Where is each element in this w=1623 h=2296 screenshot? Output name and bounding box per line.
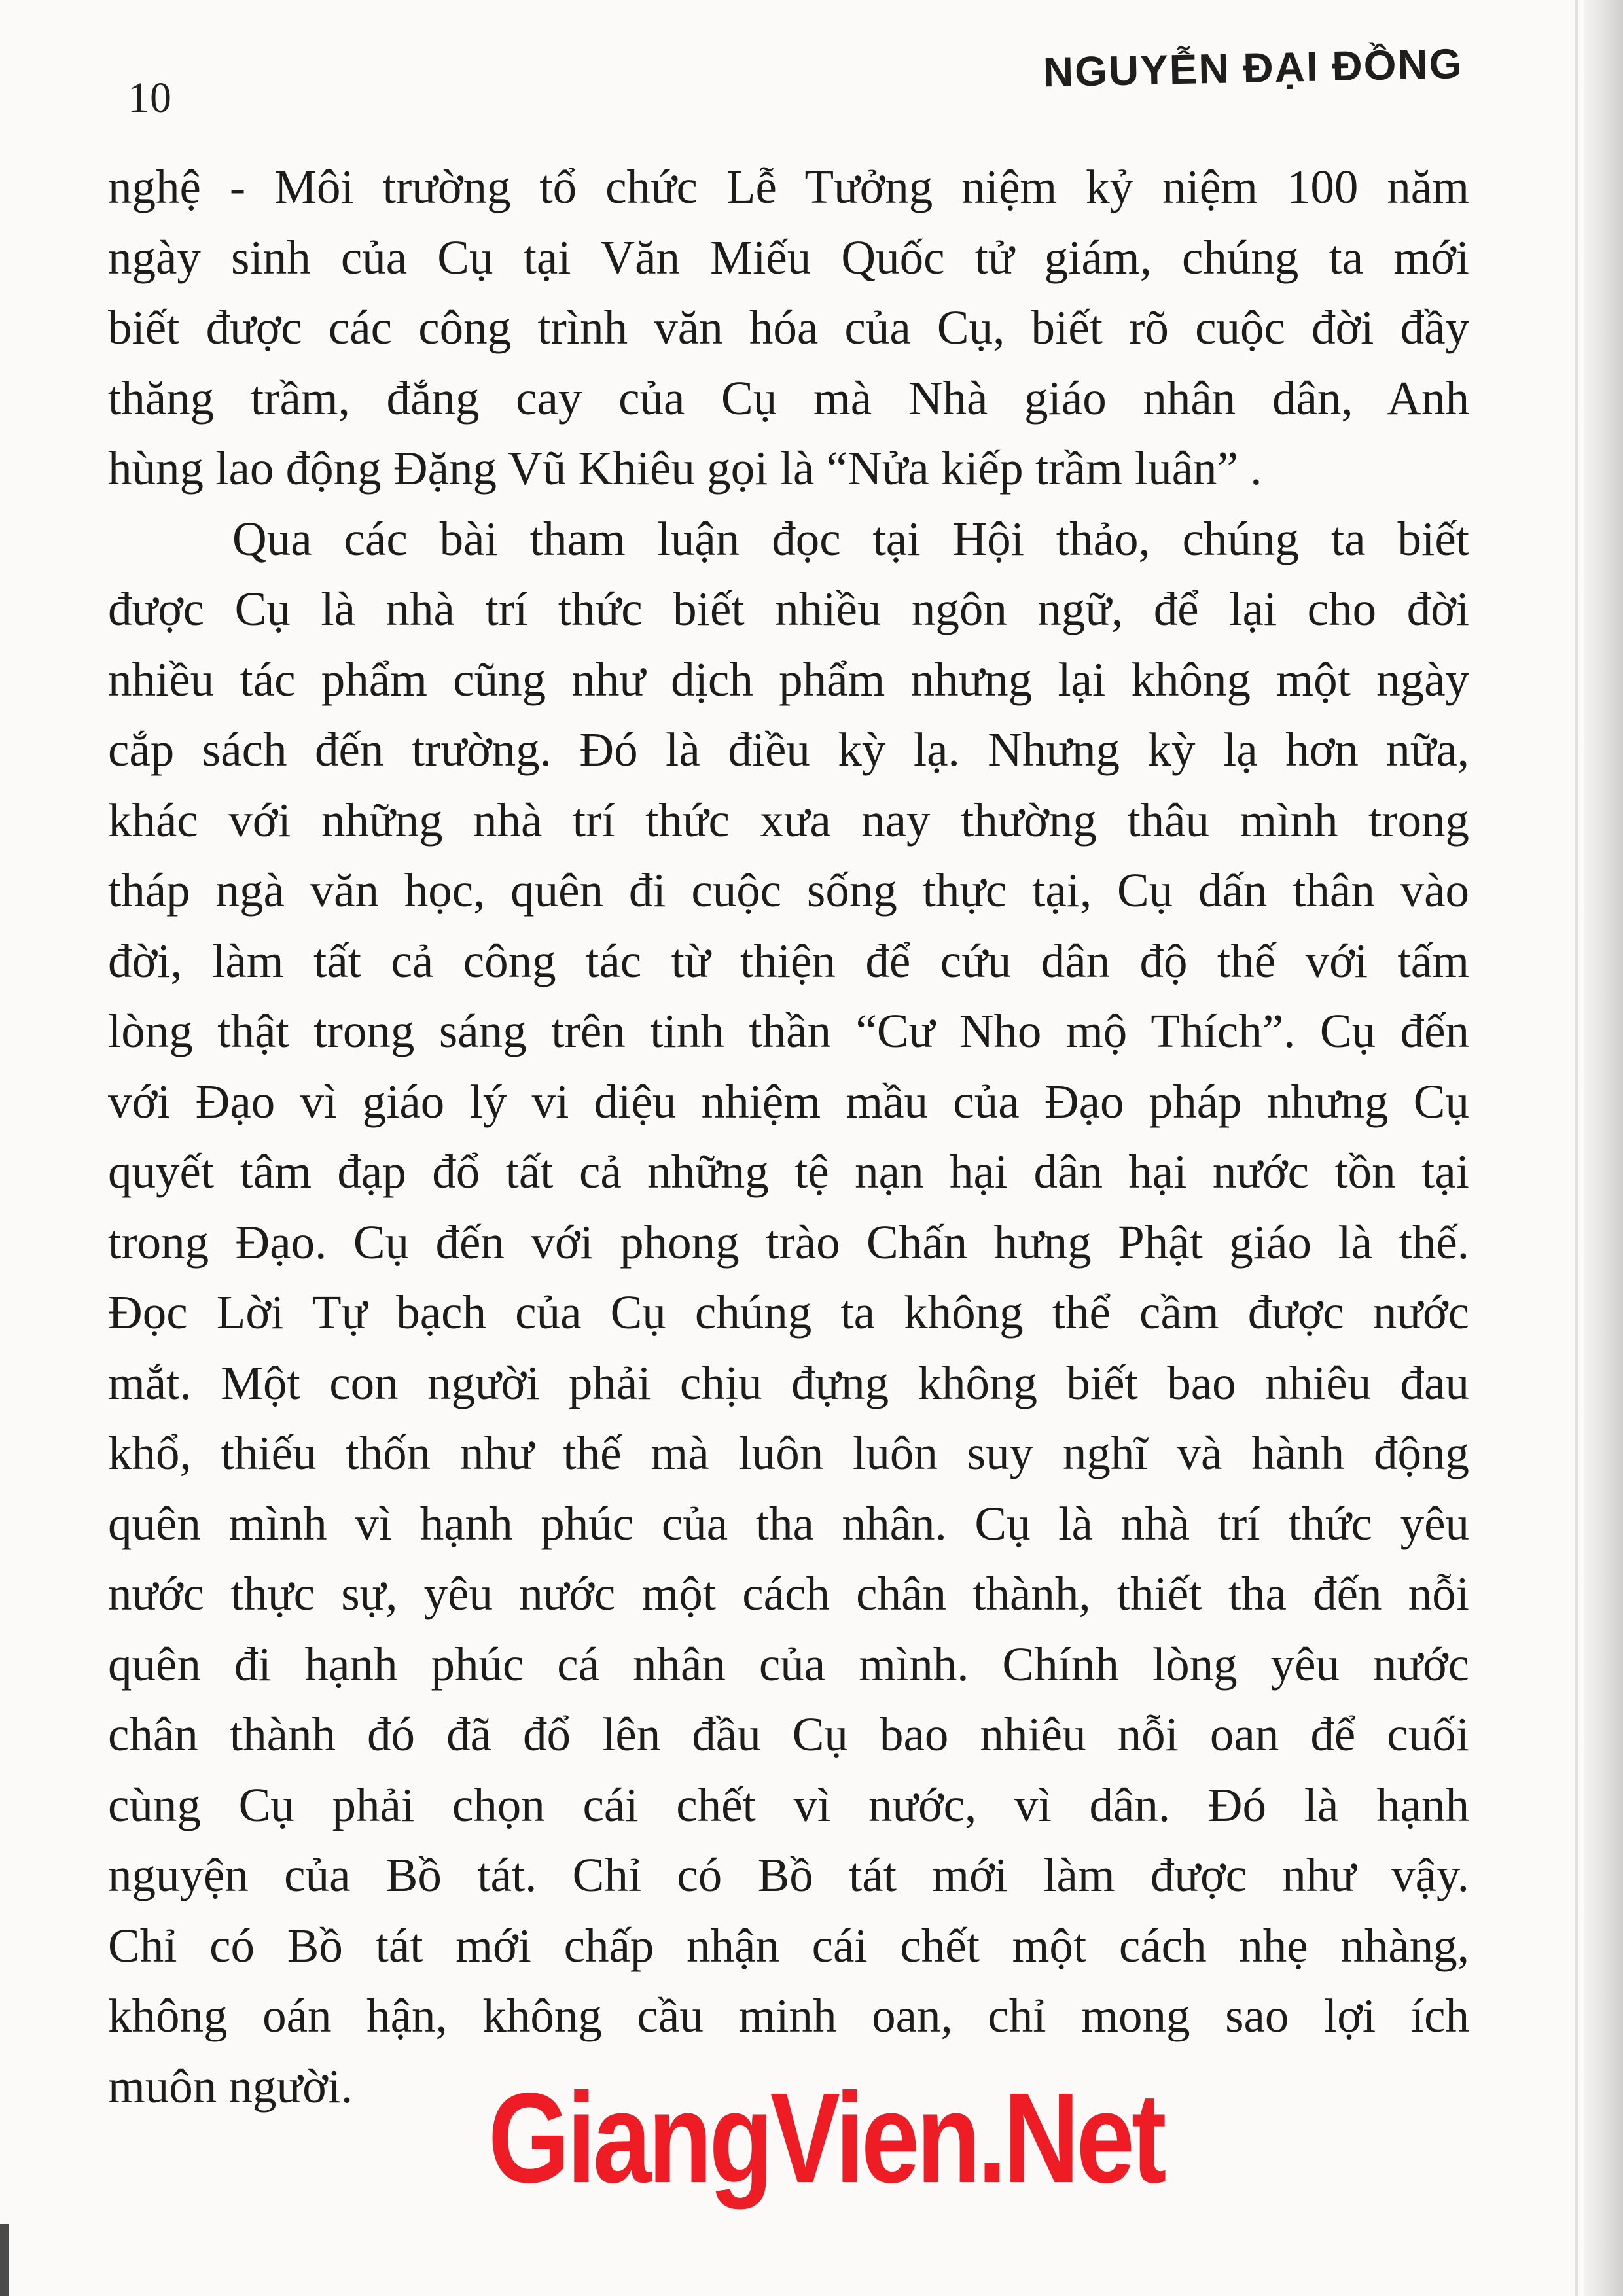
text-line: nước thực sự, yêu nước một cách chân thành, thiết tha đến nỗi: [108, 1567, 1469, 1620]
text-line: được Cụ là nhà trí thức biết nhiều ngôn ngữ, để lại cho đời: [108, 582, 1469, 635]
text-line: cắp sách đến trường. Đó là điều kỳ lạ. Nhưng kỳ lạ hơn nữa,: [108, 723, 1469, 776]
text-line: mắt. Một con người phải chịu đựng không biết bao nhiêu đau: [108, 1356, 1469, 1409]
running-header-author: NGUYỄN ĐẠI ĐỒNG: [1043, 39, 1464, 96]
text-line: quên mình vì hạnh phúc của tha nhân. Cụ là nhà trí thức yêu: [108, 1496, 1469, 1550]
text-line: hùng lao động Đặng Vũ Khiêu gọi là “Nửa kiếp trầm luân” .: [108, 442, 1262, 495]
text-line: quên đi hạnh phúc cá nhân của mình. Chính lòng yêu nước: [108, 1637, 1469, 1691]
text-line: nhiều tác phẩm cũng như dịch phẩm nhưng lại không một ngày: [108, 652, 1469, 706]
text-line: biết được các công trình văn hóa của Cụ, biết rõ cuộc đời đầy: [108, 301, 1469, 354]
text-line: chân thành đó đã đổ lên đầu Cụ bao nhiêu nỗi oan để cuối: [108, 1708, 1469, 1761]
text-line: quyết tâm đạp đổ tất cả những tệ nạn hại dân hại nước tồn tại: [108, 1145, 1469, 1198]
text-line: với Đạo vì giáo lý vi diệu nhiệm mầu của Đạo pháp nhưng Cụ: [108, 1074, 1469, 1128]
text-line: tháp ngà văn học, quên đi cuộc sống thực tại, Cụ dấn thân vào: [108, 864, 1469, 917]
text-line: Đọc Lời Tự bạch của Cụ chúng ta không thể cầm được nước: [108, 1286, 1469, 1339]
text-line: thăng trầm, đắng cay của Cụ mà Nhà giáo nhân dân, Anh: [108, 371, 1469, 425]
text-line: Chỉ có Bồ tát mới chấp nhận cái chết một cách nhẹ nhàng,: [108, 1918, 1469, 1972]
body-text: [108, 152, 1469, 2121]
text-line: đời, làm tất cả công tác từ thiện để cứu dân độ thế với tấm: [108, 934, 1469, 987]
text-line: trong Đạo. Cụ đến với phong trào Chấn hưng Phật giáo là thế.: [108, 1215, 1469, 1269]
text-line: nguyện của Bồ tát. Chỉ có Bồ tát mới làm được như vậy.: [108, 1848, 1469, 1901]
text-line: khổ, thiếu thốn như thế mà luôn luôn suy nghĩ và hành động: [108, 1426, 1469, 1479]
text-line: muôn người.: [108, 2059, 353, 2113]
page-gutter-shadow: [1575, 0, 1578, 2296]
text-line: lòng thật trong sáng trên tinh thần “Cư Nho mộ Thích”. Cụ đến: [108, 1004, 1469, 1057]
text-line: khác với những nhà trí thức xưa nay thường thâu mình trong: [108, 793, 1469, 847]
text-line: nghệ - Môi trường tổ chức Lễ Tưởng niệm kỷ niệm 100 năm: [108, 160, 1469, 213]
page-edge: [1584, 0, 1623, 2296]
text-line: không oán hận, không cầu minh oan, chỉ mong sao lợi ích: [108, 1989, 1469, 2042]
watermark-logo: GiangVien.Net: [488, 2066, 1164, 2210]
page-number: 10: [128, 74, 172, 122]
text-line: cùng Cụ phải chọn cái chết vì nước, vì dân. Đó là hạnh: [108, 1778, 1469, 1831]
text-line: ngày sinh của Cụ tại Văn Miếu Quốc tử giám, chúng ta mới: [108, 230, 1469, 284]
text-line: Qua các bài tham luận đọc tại Hội thảo, chúng ta biết: [232, 512, 1469, 565]
scan-edge-mark: [0, 2224, 9, 2296]
